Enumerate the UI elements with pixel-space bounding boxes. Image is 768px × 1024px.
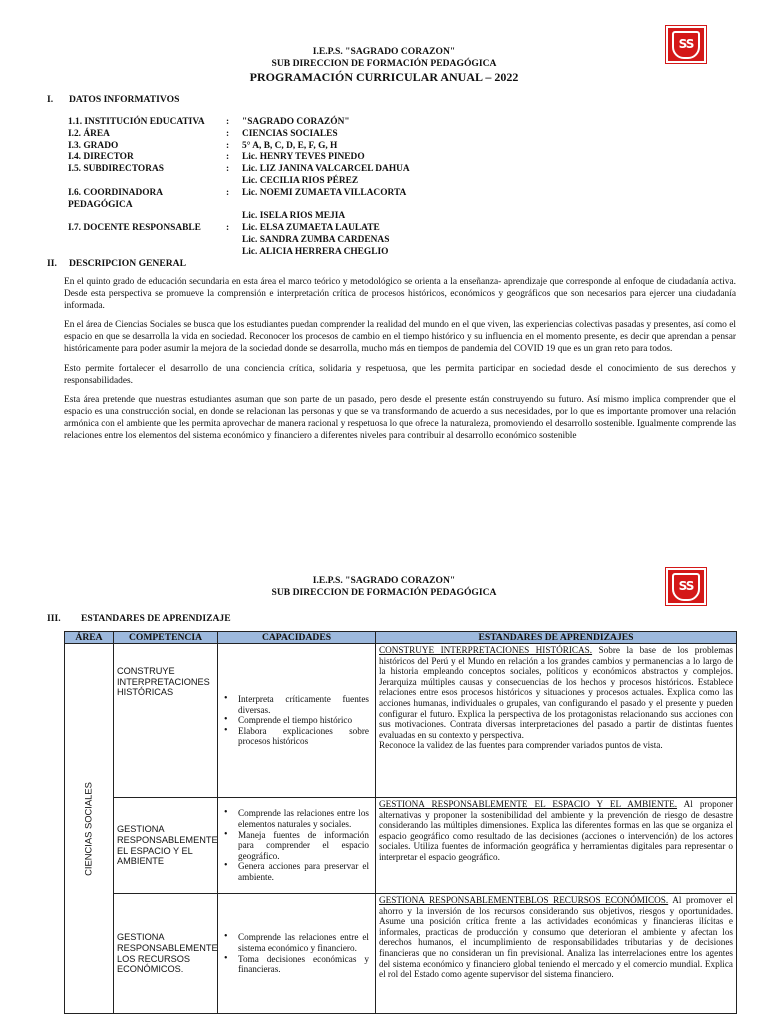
info-value: Lic. CECILIA RIOS PÉREZ	[242, 175, 359, 186]
info-colon: :	[226, 117, 230, 127]
department-name: SUB DIRECCION DE FORMACIÓN PEDAGÓGICA	[271, 587, 497, 598]
capacidades-cell	[218, 798, 376, 894]
section-1-number: I.	[47, 94, 54, 105]
info-colon: :	[226, 128, 230, 139]
info-label: I.6. COORDINADORA PEDAGÓGICA	[68, 187, 163, 210]
info-value: Lic. LIZ JANINA VALCARCEL DAHUA	[242, 164, 410, 175]
header-capacidades: CAPACIDADES	[218, 632, 376, 644]
capacidades-cell	[218, 644, 376, 798]
list-item: • Comprende las relaciones entre el sistema económico y financiero.	[222, 932, 369, 953]
list-item: • Interpreta críticamente fuentes diversas.	[222, 694, 369, 715]
info-value: Lic. HENRY TEVES PINEDO	[242, 152, 365, 163]
school-crest-icon: SS	[672, 31, 700, 59]
table-row	[65, 644, 737, 798]
info-value: Lic. NOEMI ZUMAETA VILLACORTA	[242, 187, 407, 198]
list-item: • Comprende las relaciones entre los elementos naturales y sociales.	[222, 808, 369, 829]
department-name: SUB DIRECCION DE FORMACIÓN PEDAGÓGICA	[271, 58, 497, 69]
info-label: 1.1. INSTITUCIÓN EDUCATIVA	[68, 117, 205, 127]
info-colon: :	[226, 140, 230, 151]
list-item: • Elabora explicaciones sobre procesos históricos	[222, 726, 369, 747]
section-2-number: II.	[47, 258, 57, 269]
info-value: 5° A, B, C, D, E, F, G, H	[242, 140, 338, 151]
area-cell	[65, 644, 114, 1014]
section-1-heading: DATOS INFORMATIVOS	[69, 94, 180, 105]
estandar-cell	[376, 798, 737, 894]
description-paragraph: En el área de Ciencias Sociales se busca que los estudiantes puedan comprender la realidad del mundo en el que viven, las experiencias colectivas pasadas y presentes, así como el espacio en que se desarrolla la vida en sociedad. Reconocer los procesos de cambio en el tiempo histórico y su influencia en el momento presente, es decir que aprendan a pensar históricamente para poder asumir la mejora de la sociedad donde se desarrolla, mucho más en tiempos de pandemia del COVID 19 que es un gran reto para todos.	[64, 320, 736, 354]
info-value: Lic. ELSA ZUMAETA LAULATE	[242, 223, 380, 234]
header-area: ÁREA	[65, 632, 114, 644]
school-name: I.E.P.S. "SAGRADO CORAZON"	[312, 46, 456, 57]
competencia-cell: GESTIONA RESPONSABLEMENTE EL ESPACIO Y EL AMBIENTE	[114, 798, 218, 894]
list-item: • Maneja fuentes de información para comprender el espacio geográfico.	[222, 830, 369, 862]
description-paragraph: En el quinto grado de educación secundaria en esta área el marco teórico y metodológico se orienta a la enseñanza- aprendizaje que corresponde al enfoque de ciudadanía activa. Desde esta perspectiva se promueve la comprensión e interpretación crítica de procesos históricos, económicos y geográficos que son necesarios para ejercer una ciudadanía informada.	[64, 277, 736, 311]
info-label: I.5. SUBDIRECTORAS	[68, 164, 164, 175]
header-competencia: COMPETENCIA	[114, 632, 218, 644]
competencia-cell: GESTIONA RESPONSABLEMENTE LOS RECURSOS ECONÓMICOS.	[114, 894, 218, 1014]
school-logo	[666, 568, 706, 605]
info-label: I.7. DOCENTE RESPONSABLE	[68, 223, 201, 234]
list-item: • Genera acciones para preservar el ambiente.	[222, 861, 369, 882]
capacidades-cell	[218, 894, 376, 1014]
info-colon: :	[226, 223, 230, 234]
info-value: Lic. ISELA RIOS MEJIA	[242, 211, 346, 222]
info-colon: :	[226, 187, 230, 198]
list-item: • Toma decisiones económicas y financieras.	[222, 954, 369, 975]
estandar-text: Sobre la base de los problemas históricos del Perú y el Mundo en relación a los grandes cambios y permanencias a lo largo de la historia empleando conceptos sociales, políticos y económicos abstractos y complejos. Jerarquiza múltiples causas y consecuencias de los hechos y procesos históricos. Establece relaciones entre esos procesos históricos y situaciones y procesos actuales. Explica como las acciones humanas, individuales o grupales, van configurando el pasado y el presente y pueden configurar el futuro. Explica la perspectiva de los protagonistas relacionando sus acciones con sus motivaciones. Contrata diversas interpretaciones del pasado a partir de distintas fuentes evaluadas en su contexto y perspectiva.	[379, 645, 733, 740]
page-title: PROGRAMACIÓN CURRICULAR ANUAL – 2022	[249, 70, 519, 84]
estandar-heading: CONSTRUYE INTERPRETACIONES HISTÓRICAS.	[379, 645, 593, 655]
info-value: CIENCIAS SOCIALES	[242, 128, 338, 139]
info-value: Lic. ALICIA HERRERA CHEGLIO	[242, 246, 389, 257]
info-colon: :	[226, 152, 230, 163]
section-2-heading: DESCRIPCION GENERAL	[69, 258, 187, 269]
info-label: I.2. ÁREA	[68, 128, 110, 139]
list-item: • Comprende el tiempo histórico	[222, 715, 369, 726]
table-row	[65, 798, 737, 894]
info-value: "SAGRADO CORAZÓN"	[242, 117, 350, 127]
header-estandares: ESTANDARES DE APRENDIZAJES	[376, 632, 737, 644]
estandar-text: Al promover el ahorro y la inversión de los recursos considerando sus objetivos, riesgos y oportunidades. Asume una posición crítica frente a las actividades económicas y financieras ilícitas e informales, practicas de producción y consumo que deterioran el ambiente y afectan los derechos humanos, el incumplimiento de responsabilidades tributarias y de decisiones financieras que no consideran un fin previsional. Analiza las interrelaciones entre los agentes del sistema económico y financiero global teniendo el mercado y el comercio mundial. Explica el rol del Estado como agente supervisor del sistema financiero.	[379, 895, 733, 980]
school-crest-icon: SS	[672, 573, 700, 601]
description-paragraph: Esta área pretende que nuestras estudiantes asuman que son parte de un pasado, pero desde el presente están construyendo su futuro. Así mismo implica comprender que el espacio es una construcción social, en donde se relacionan las personas y que se va transformando de acuerdo a sus necesidades, por lo que es importante promover una relación armónica con el ambiente que les permita aprovechar de manera racional y respetuosa lo que ofrece la naturaleza, promoviendo el desarrollo sostenible. Igualmente comprende las relaciones entre los elementos del sistema económico y financiero a diferentes niveles para contribuir al desarrollo económico sostenible	[64, 395, 736, 441]
competencia-cell: CONSTRUYE INTERPRETACIONES HISTÓRICAS	[114, 644, 218, 798]
estandar-text: Al proponer alternativas y proponer la sostenibilidad del ambiente y la prevención de riesgo de desastre considerando las múltiples dimensiones. Explica las diferentes formas en las que se organiza el espacio geográfico como resultado de las decisiones (acciones o intervención) de los actores sociales. Utiliza fuentes de información geográfica y herramientas digitales para representar o interpretar el espacio geográfico.	[379, 799, 733, 862]
info-colon: :	[226, 164, 230, 175]
table-header-row	[65, 632, 737, 644]
section-3-heading: ESTANDARES DE APRENDIZAJE	[81, 613, 231, 624]
info-label: I.3. GRADO	[68, 140, 119, 151]
standards-table	[64, 631, 737, 1014]
estandar-heading: GESTIONA RESPONSABLEMENTEBLOS RECURSOS ECONÓMICOS.	[379, 895, 669, 905]
section-3-number: III.	[47, 613, 61, 624]
school-name: I.E.P.S. "SAGRADO CORAZON"	[312, 575, 456, 586]
section-3-title	[47, 613, 231, 625]
area-label: CIENCIAS SOCIALES	[82, 781, 94, 876]
info-value: Lic. SANDRA ZUMBA CARDENAS	[242, 234, 390, 245]
estandar-heading: GESTIONA RESPONSABLEMENTE EL ESPACIO Y EL AMBIENTE.	[379, 799, 678, 809]
estandar-extra: Reconoce la validez de las fuentes para comprender variados puntos de vista.	[379, 740, 663, 751]
estandar-cell	[376, 894, 737, 1014]
info-label: I.4. DIRECTOR	[68, 152, 134, 163]
table-row	[65, 894, 737, 1014]
estandar-cell	[376, 644, 737, 798]
description-paragraph: Esto permite fortalecer el desarrollo de una conciencia crítica, solidaria y respetuosa, que les permita participar en sociedad desde el conocimiento de sus derechos y responsabilidades.	[64, 363, 736, 386]
